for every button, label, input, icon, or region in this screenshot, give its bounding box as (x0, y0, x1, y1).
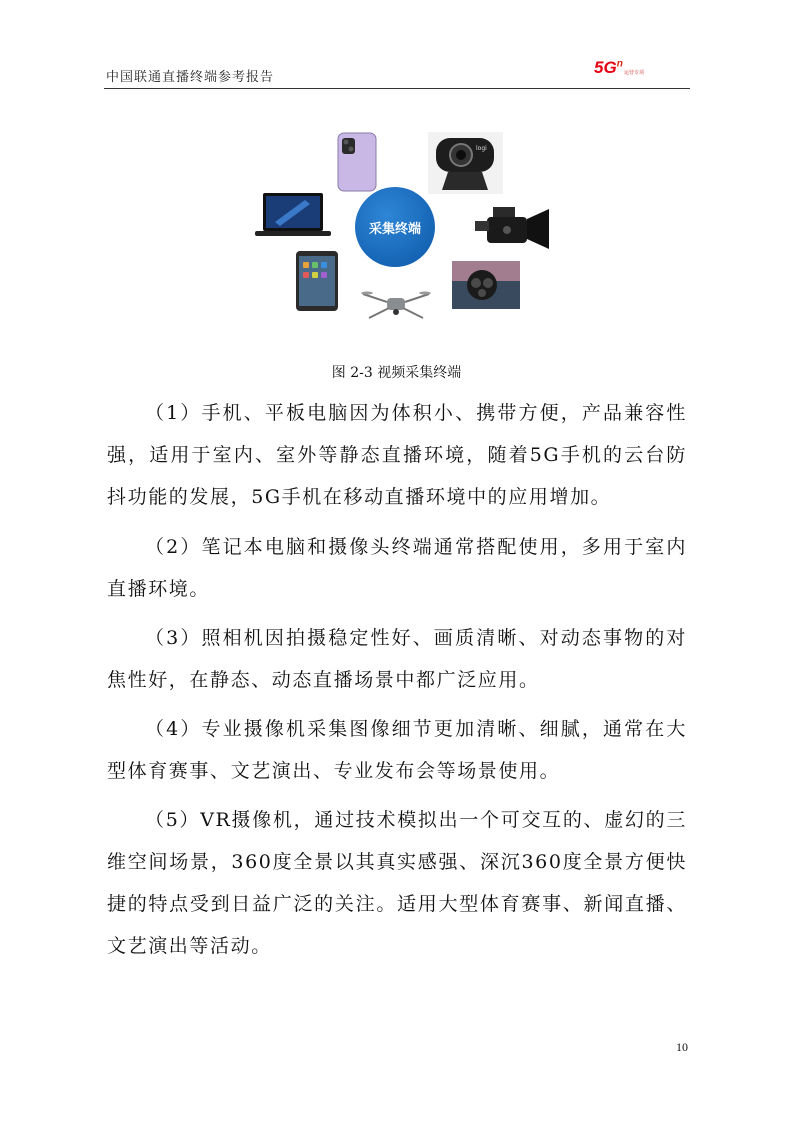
camcorder-image (473, 203, 553, 255)
drone-image (361, 288, 431, 324)
phone-image (337, 132, 377, 192)
paragraph-1: （1）手机、平板电脑因为体积小、携带方便，产品兼容性强，适用于室内、室外等静态直播环境，随着5G手机的云台防抖功能的发展，5G手机在移动直播环境中的应用增加。 (107, 402, 687, 508)
webcam-image (428, 132, 503, 194)
vr-camera-image (452, 261, 520, 309)
figure-caption: 图 2-3 视频采集终端 (331, 365, 462, 381)
page-number: 10 (676, 1040, 688, 1054)
logo: $5G^n$ (594, 58, 623, 77)
paragraph-2: （2）笔记本电脑和摄像头终端通常搭配使用，多用于室内直播环境。 (107, 536, 687, 600)
paragraph-3: （3）照相机因拍摄稳定性好、画质清晰、对动态事物的对焦性好，在静态、动态直播场景中都广泛应用。 (107, 627, 687, 691)
paragraph-5: （5）VR摄像机，通过技术模拟出一个可交互的、虚幻的三维空间场景，360度全景以其真实感强、深沉360度全景方便快捷的特点受到日益广泛的关注。适用大型体育赛事、新闻直播、文艺演出等活动。 (107, 809, 687, 957)
camera-brand-text: logi (476, 145, 487, 152)
tablet-image (295, 250, 339, 312)
capture-devices-figure (245, 125, 555, 320)
report-title: 中国联通直播终端参考报告 (106, 70, 275, 85)
capture-terminal-label: 采集终端 (355, 187, 435, 267)
paragraph-4: （4）专业摄像机采集图像细节更加清晰、细腻，通常在大型体育赛事、文艺演出、专业发布会等场景使用。 (107, 718, 687, 782)
logo-subtitle: 运营专项 (624, 70, 645, 76)
laptop-image (255, 192, 331, 238)
header-divider (104, 88, 690, 89)
